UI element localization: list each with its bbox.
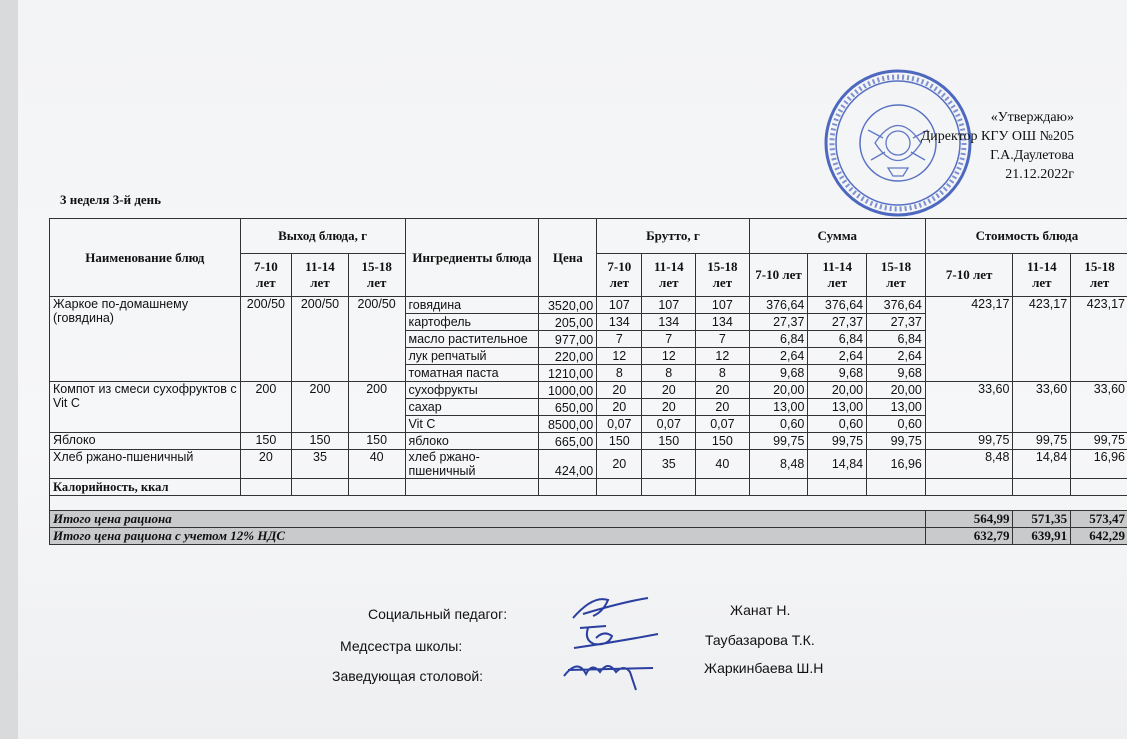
empty-cell [1071,479,1127,496]
header-age-2: 11-14 лет [1013,254,1071,297]
ingredient-sum: 13,00 [867,399,926,416]
header-age-1: 7-10 лет [240,254,292,297]
ingredient-sum: 27,37 [749,314,808,331]
empty-cell [240,479,292,496]
total-value: 564,99 [925,511,1013,528]
ingredient-brutto: 8 [642,365,696,382]
ingredient-brutto: 20 [597,399,642,416]
ingredient-sum: 2,64 [749,348,808,365]
ingredient-brutto: 134 [597,314,642,331]
header-age-3: 15-18 лет [696,254,750,297]
ration-total-row [50,511,1127,528]
ingredient-brutto: 150 [642,433,696,450]
signature-name-nurse: Таубазарова Т.К. [705,632,815,648]
dish-name: Жаркое по-домашнему (говядина) [50,297,241,382]
dish-cost: 33,60 [1071,382,1127,433]
dish-output: 20 [240,450,292,479]
spacer-row [50,496,1127,511]
header-age-3: 15-18 лет [348,254,405,297]
ingredient-brutto: 0,07 [696,416,750,433]
ingredient-price: 665,00 [539,433,597,450]
empty-cell [925,479,1013,496]
ingredient-sum: 376,64 [867,297,926,314]
ingredient-sum: 99,75 [808,433,867,450]
ingredient-brutto: 7 [642,331,696,348]
ingredient-price: 650,00 [539,399,597,416]
ingredient-price: 977,00 [539,331,597,348]
ingredient-sum: 6,84 [749,331,808,348]
ingredient-price: 220,00 [539,348,597,365]
dish-output: 200 [348,382,405,433]
ingredient-brutto: 107 [597,297,642,314]
dish-cost: 14,84 [1013,450,1071,479]
ingredient-brutto: 20 [696,399,750,416]
dish-name: Яблоко [50,433,241,450]
ingredient-price: 1000,00 [539,382,597,399]
ingredient-sum: 99,75 [749,433,808,450]
ingredient-name: сухофрукты [405,382,539,399]
dish-output: 35 [292,450,349,479]
approval-block [878,108,1074,184]
ingredient-brutto: 107 [696,297,750,314]
header-age-2: 11-14 лет [808,254,867,297]
header-age-1: 7-10 лет [925,254,1013,297]
ingredient-name: говядина [405,297,539,314]
dish-output: 200 [292,382,349,433]
week-label: 3 неделя 3-й день [60,192,162,207]
ingredient-brutto: 7 [597,331,642,348]
empty-cell [405,479,539,496]
signature-name-social: Жанат Н. [730,602,791,618]
dish-output: 200/50 [240,297,292,382]
ingredient-brutto: 40 [696,450,750,479]
approval-date: 21.12.2022г [1005,167,1074,182]
handwritten-signature-canteen [558,650,658,692]
dish-cost: 423,17 [925,297,1013,382]
ingredient-brutto: 35 [642,450,696,479]
dish-output: 40 [348,450,405,479]
ingredient-sum: 6,84 [808,331,867,348]
vat-total-row [50,528,1127,545]
total-label: Итого цена рациона [50,511,926,528]
approval-signer: Г.А.Даулетова [990,148,1074,163]
header-sum: Сумма [749,219,925,254]
header-age-2: 11-14 лет [292,254,349,297]
calories-label: Калорийность, ккал [50,479,241,496]
dish-output: 200/50 [292,297,349,382]
empty-cell [749,479,808,496]
document-sheet [18,0,1127,739]
table-row [50,433,1127,450]
ingredient-brutto: 12 [642,348,696,365]
signature-role-social: Социальный педагог: [368,606,508,622]
empty-cell [50,496,1127,511]
empty-cell [292,479,349,496]
dish-cost: 99,75 [1071,433,1127,450]
ingredient-brutto: 8 [597,365,642,382]
ingredient-sum: 20,00 [867,382,926,399]
ingredient-sum: 2,64 [808,348,867,365]
dish-cost: 33,60 [1013,382,1071,433]
empty-cell [642,479,696,496]
ingredient-name: яблоко [405,433,539,450]
ingredient-sum: 376,64 [749,297,808,314]
ingredient-brutto: 150 [597,433,642,450]
ingredient-name: сахар [405,399,539,416]
header-dish: Наименование блюд [50,219,241,297]
empty-cell [1013,479,1071,496]
header-cost: Стоимость блюда [925,219,1127,254]
signature-role-nurse: Медсестра школы: [340,638,463,654]
ingredient-brutto: 20 [642,399,696,416]
ingredient-brutto: 20 [597,450,642,479]
ingredient-sum: 27,37 [808,314,867,331]
ingredient-brutto: 107 [642,297,696,314]
dish-output: 200 [240,382,292,433]
empty-cell [348,479,405,496]
ingredient-sum: 0,60 [749,416,808,433]
ingredient-sum: 13,00 [749,399,808,416]
dish-name: Хлеб ржано-пшеничный [50,450,241,479]
dish-output: 150 [240,433,292,450]
ingredient-price: 8500,00 [539,416,597,433]
ingredient-sum: 9,68 [867,365,926,382]
empty-cell [808,479,867,496]
ingredient-sum: 14,84 [808,450,867,479]
ingredient-name: картофель [405,314,539,331]
table-row [50,382,1127,399]
ingredient-brutto: 0,07 [642,416,696,433]
ingredient-brutto: 12 [597,348,642,365]
header-brutto: Брутто, г [597,219,750,254]
dish-cost: 99,75 [925,433,1013,450]
total-value: 642,29 [1071,528,1127,545]
ingredient-sum: 99,75 [867,433,926,450]
menu-table [49,218,1127,545]
ingredient-brutto: 150 [696,433,750,450]
ingredient-name: томатная паста [405,365,539,382]
ingredient-sum: 13,00 [808,399,867,416]
dish-cost: 423,17 [1071,297,1127,382]
approval-title: «Утверждаю» [990,110,1074,125]
ingredient-price: 424,00 [539,450,597,479]
total-value: 639,91 [1013,528,1071,545]
ingredient-brutto: 20 [642,382,696,399]
ingredient-sum: 9,68 [808,365,867,382]
header-age-2: 11-14 лет [642,254,696,297]
empty-cell [867,479,926,496]
ingredient-name: лук репчатый [405,348,539,365]
ingredient-sum: 9,68 [749,365,808,382]
header-ingredients: Ингредиенты блюда [405,219,539,297]
ingredient-brutto: 12 [696,348,750,365]
ingredient-brutto: 20 [597,382,642,399]
ingredient-sum: 16,96 [867,450,926,479]
ingredient-sum: 20,00 [808,382,867,399]
ingredient-sum: 0,60 [808,416,867,433]
empty-cell [539,479,597,496]
total-value: 571,35 [1013,511,1071,528]
ingredient-sum: 6,84 [867,331,926,348]
ingredient-sum: 376,64 [808,297,867,314]
calories-row [50,479,1127,496]
dish-name: Компот из смеси сухофруктов с Vit C [50,382,241,433]
signature-name-canteen: Жаркинбаева Ш.Н [704,660,824,676]
ingredient-sum: 27,37 [867,314,926,331]
header-age-1: 7-10 лет [597,254,642,297]
table-row [50,450,1127,479]
ingredient-sum: 2,64 [867,348,926,365]
empty-cell [597,479,642,496]
ingredient-brutto: 0,07 [597,416,642,433]
signature-role-canteen: Заведующая столовой: [332,668,484,684]
ingredient-brutto: 7 [696,331,750,348]
table-row [50,297,1127,314]
ingredient-sum: 8,48 [749,450,808,479]
total-value: 573,47 [1071,511,1127,528]
header-output: Выход блюда, г [240,219,405,254]
ingredient-price: 205,00 [539,314,597,331]
header-age-3: 15-18 лет [867,254,926,297]
ingredient-sum: 0,60 [867,416,926,433]
dish-cost: 33,60 [925,382,1013,433]
header-price: Цена [539,219,597,297]
dish-cost: 8,48 [925,450,1013,479]
approval-position: Директор КГУ ОШ №205 [920,129,1074,144]
ingredient-sum: 20,00 [749,382,808,399]
ingredient-brutto: 8 [696,365,750,382]
ingredient-name: масло растительное [405,331,539,348]
empty-cell [696,479,750,496]
ingredient-price: 1210,00 [539,365,597,382]
total-label: Итого цена рациона с учетом 12% НДС [50,528,926,545]
ingredient-brutto: 134 [696,314,750,331]
header-age-1: 7-10 лет [749,254,808,297]
ingredient-name: хлеб ржано-пшеничный [405,450,539,479]
ingredient-price: 3520,00 [539,297,597,314]
dish-output: 150 [292,433,349,450]
dish-cost: 99,75 [1013,433,1071,450]
total-value: 632,79 [925,528,1013,545]
ingredient-brutto: 20 [696,382,750,399]
dish-cost: 423,17 [1013,297,1071,382]
ingredient-name: Vit C [405,416,539,433]
handwritten-signature-nurse [566,618,666,654]
dish-output: 150 [348,433,405,450]
dish-cost: 16,96 [1071,450,1127,479]
header-age-3: 15-18 лет [1071,254,1127,297]
ingredient-brutto: 134 [642,314,696,331]
dish-output: 200/50 [348,297,405,382]
